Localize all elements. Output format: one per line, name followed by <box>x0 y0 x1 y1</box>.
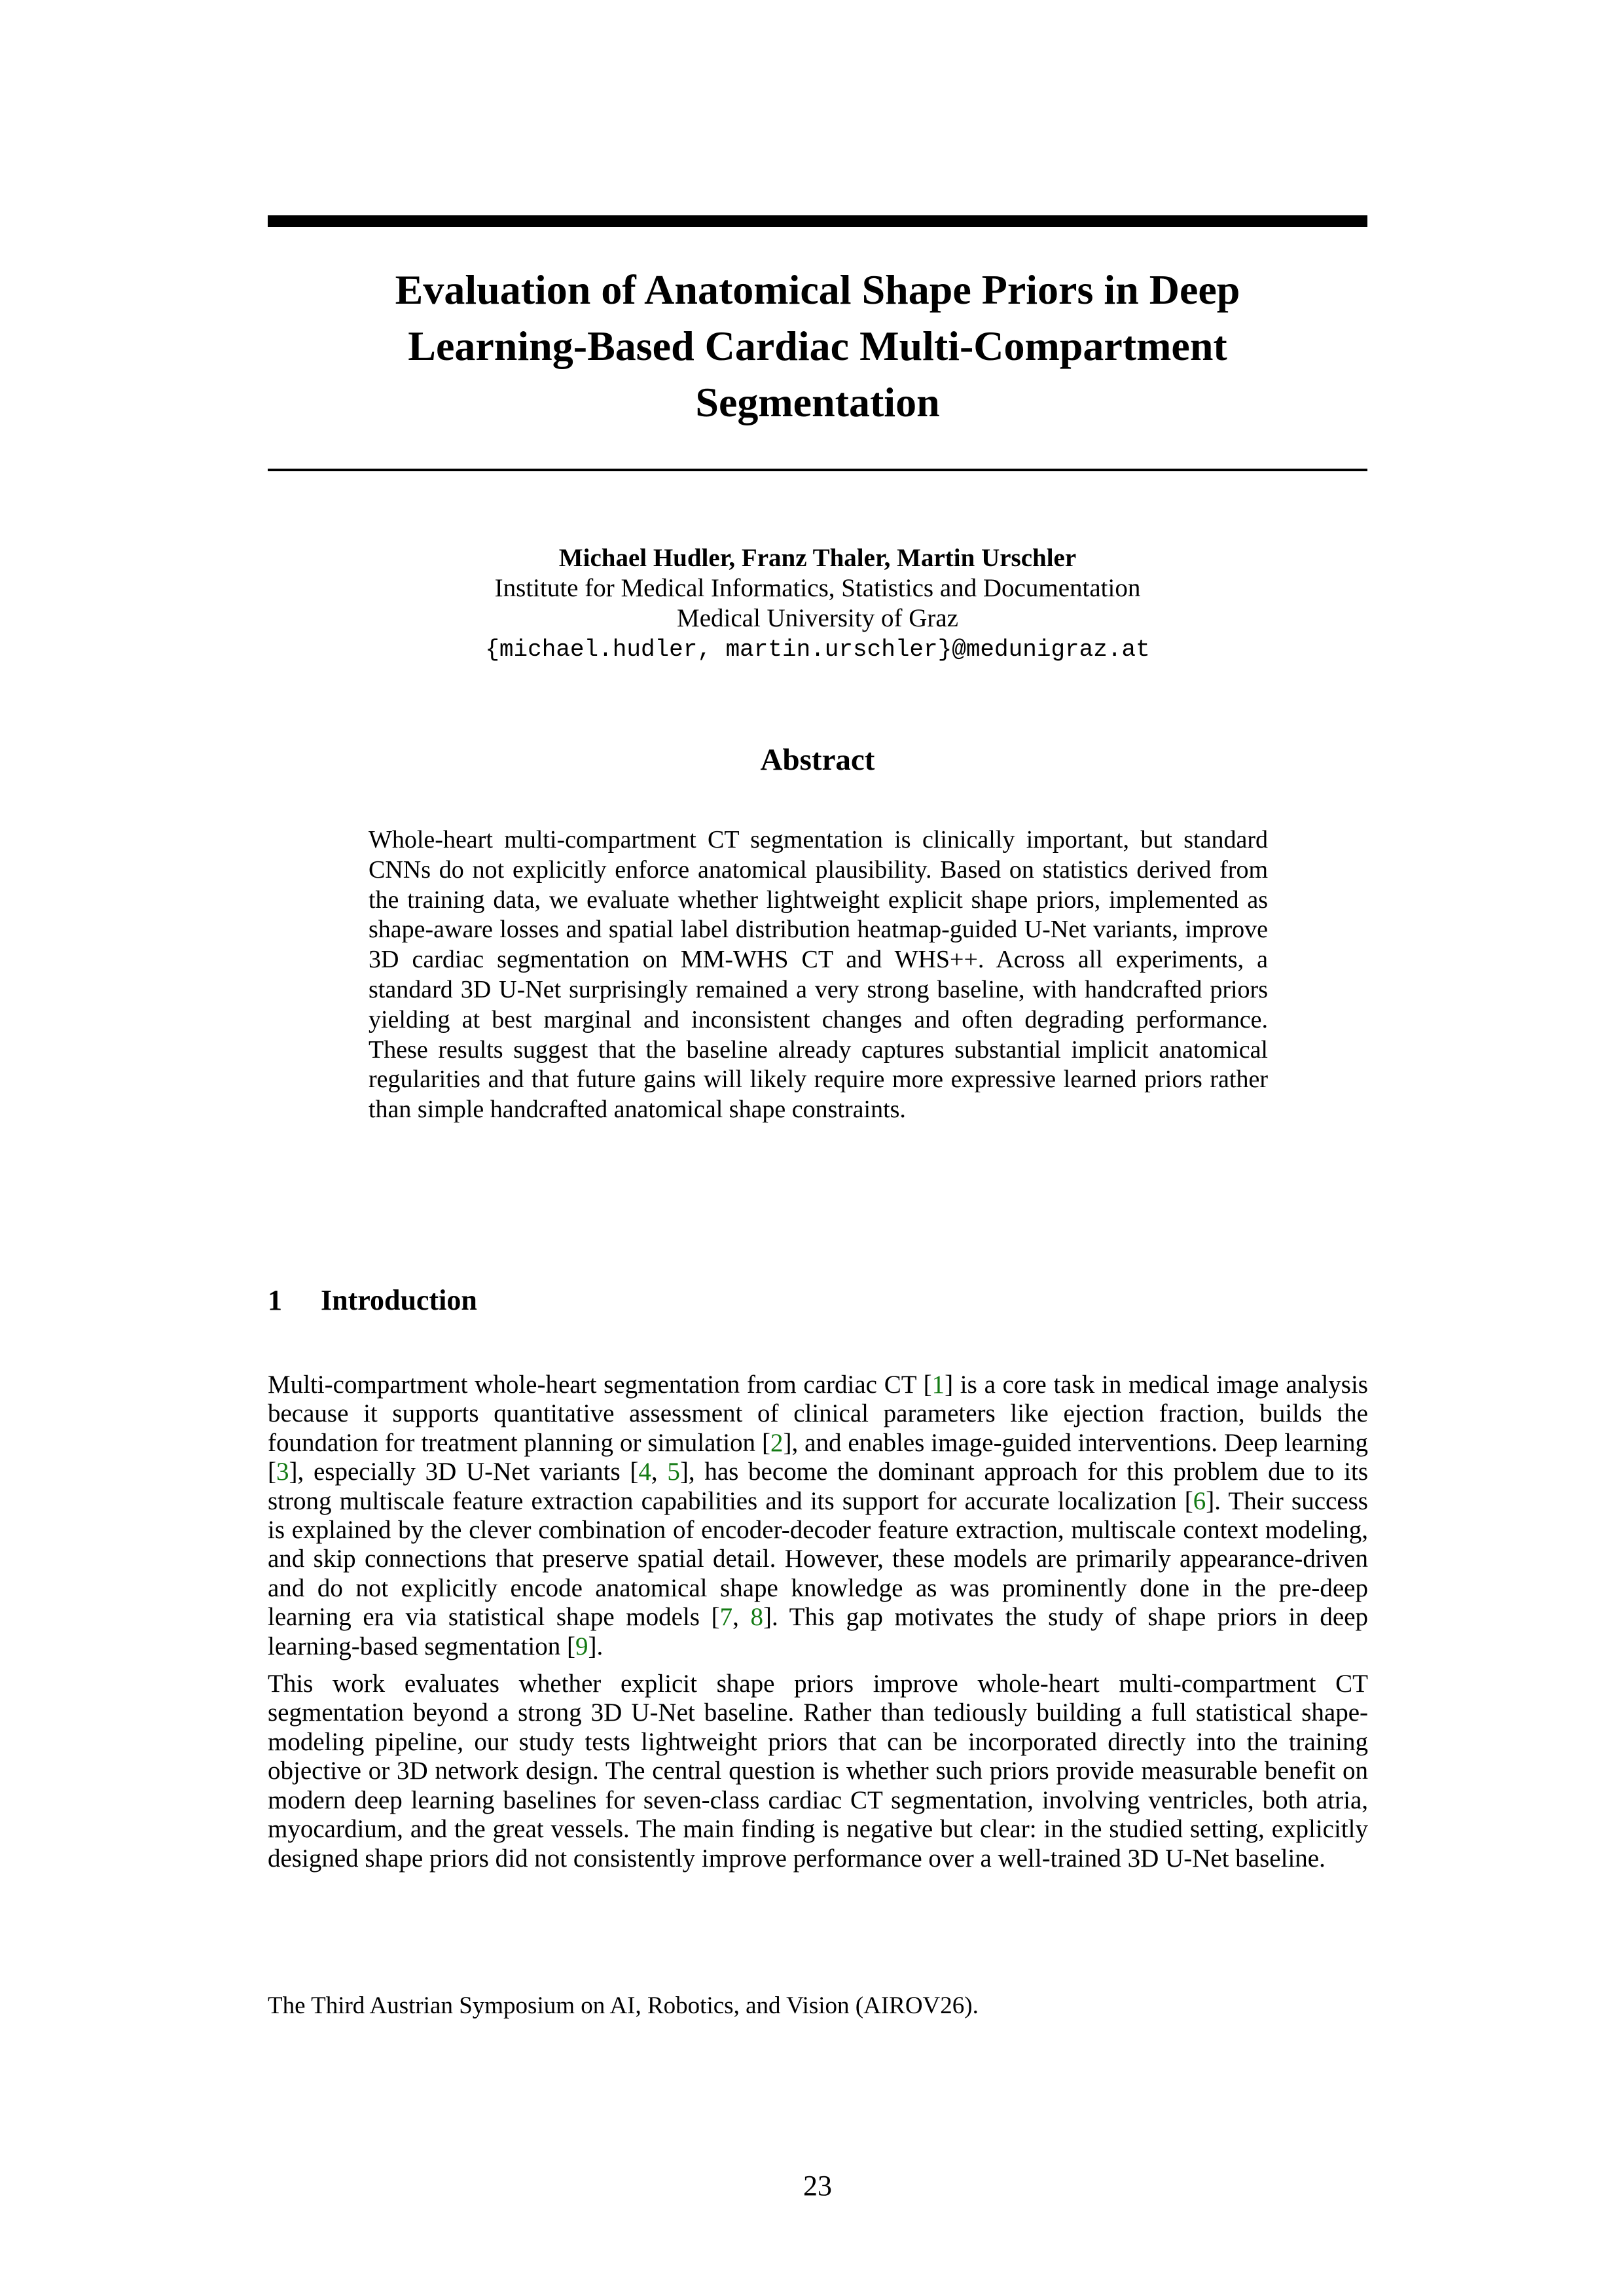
introduction-body <box>268 1371 1368 1882</box>
section-number: 1 <box>268 1284 282 1316</box>
introduction-paragraph-2: This work evaluates whether explicit shape priors improve whole-heart multi-compartment CT segmentation beyond a strong 3D U-Net baseline. Rather than tediously building a full statistical shape-modeling pipeline, our study tests lightweight priors that can be incorporated directly into the training objective or 3D network design. The central question is whether such priors provide measurable benefit on modern deep learning baselines for seven-class cardiac CT segmentation, involving ventricles, both atria, myocardium, and the great vessels. The main finding is negative but clear: in the studied setting, explicitly designed shape priors did not consistently improve performance over a well-trained 3D U-Net baseline. <box>268 1670 1368 1873</box>
author-names: Michael Hudler, Franz Thaler, Martin Urschler <box>558 544 1077 572</box>
paper-title-line-1: Evaluation of Anatomical Shape Priors in Deep <box>395 266 1240 313</box>
title-divider-rule <box>268 469 1367 471</box>
citation-link[interactable]: 6 <box>1193 1486 1206 1515</box>
citation-link[interactable]: 4 <box>638 1458 651 1486</box>
paper-title <box>268 262 1367 431</box>
author-block <box>268 543 1367 666</box>
citation-link[interactable]: 8 <box>750 1603 763 1632</box>
citation-link[interactable]: 7 <box>719 1603 733 1632</box>
citation-link[interactable]: 5 <box>667 1458 680 1486</box>
header-rule-bar <box>268 215 1367 227</box>
abstract-heading: Abstract <box>760 743 875 777</box>
paper-title-line-3: Segmentation <box>695 379 940 425</box>
citation-link[interactable]: 9 <box>575 1632 588 1660</box>
author-affiliation-institute: Institute for Medical Informatics, Statistics and Documentation <box>494 574 1141 602</box>
section-heading-introduction <box>268 1283 1367 1317</box>
citation-link[interactable]: 3 <box>276 1458 289 1486</box>
author-affiliation-university: Medical University of Graz <box>677 604 958 632</box>
conference-footnote: The Third Austrian Symposium on AI, Robotics, and Vision (AIROV26). <box>268 1992 979 2019</box>
paper-title-line-2: Learning-Based Cardiac Multi-Compartment <box>408 323 1227 369</box>
introduction-paragraph-1: Multi-compartment whole-heart segmentation from cardiac CT [1] is a core task in medical image analysis because it supports quantitative assessment of clinical parameters like ejection fraction, builds the foundation for treatment planning or simulation [2], and enables image-guided interventions. Deep learning [3], especially 3D U-Net variants [4, 5], has become the dominant approach for this problem due to its strong multiscale feature extraction capabilities and its support for accurate localization [6]. Their success is explained by the clever combination of encoder-decoder feature extraction, multiscale context modeling, and skip connections that preserve spatial detail. However, these models are primarily appearance-driven and do not explicitly encode anatomical shape knowledge as was prominently done in the pre-deep learning era via statistical shape models [7, 8]. This gap motivates the study of shape priors in deep learning-based segmentation [9]. <box>268 1371 1369 1660</box>
page-number: 23 <box>803 2170 832 2202</box>
abstract-text: Whole-heart multi-compartment CT segmentation is clinically important, but standard CNNs do not explicitly enforce anatomical plausibility. Based on statistics derived from the training data, we evaluate whether lightweight explicit shape priors, implemented as shape-aware losses and spatial label distribution heatmap-guided U-Net variants, improve 3D cardiac segmentation on MM-WHS CT and WHS++. Across all experiments, a standard 3D U-Net surprisingly remained a very strong baseline, with handcrafted priors yielding at best marginal and inconsistent changes and often degrading performance. These results suggest that the baseline already captures substantial implicit anatomical regularities and that future gains will likely require more expressive learned priors rather than simple handcrafted anatomical shape constraints. <box>369 826 1268 1124</box>
citation-link[interactable]: 1 <box>931 1371 945 1399</box>
citation-link[interactable]: 2 <box>770 1428 784 1457</box>
author-emails: {michael.hudler, martin.urschler}@medunigraz.at <box>485 636 1150 663</box>
section-title: Introduction <box>321 1284 477 1316</box>
